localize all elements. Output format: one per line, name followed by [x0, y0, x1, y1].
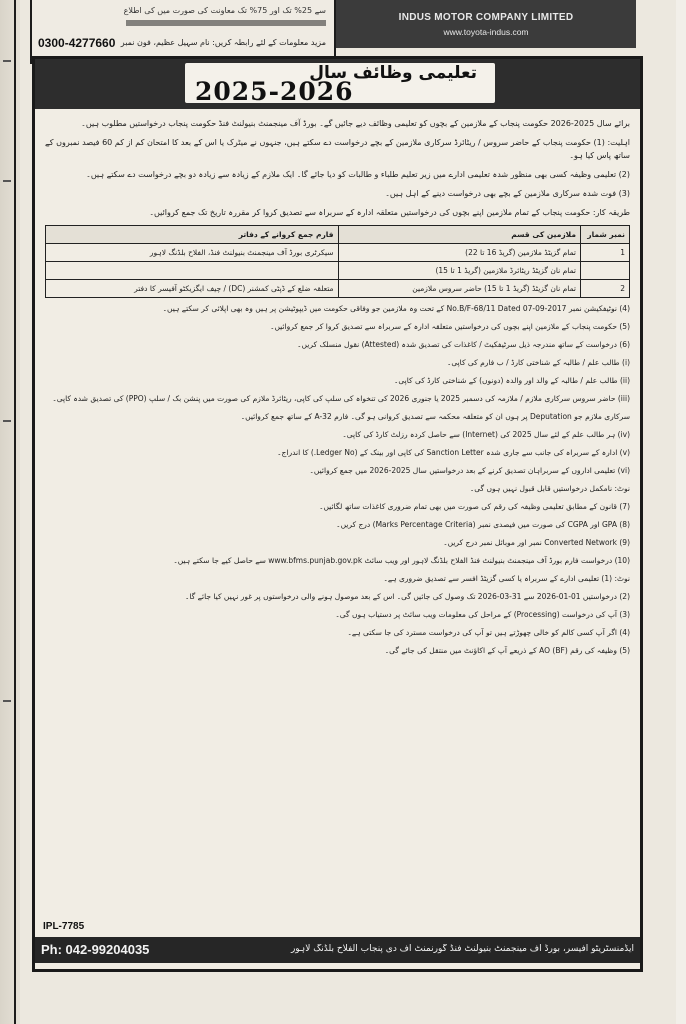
notice-paragraph: (3) آپ کی درخواست (Processing) کے مراحل کی معلومات ویب سائٹ پر دستیاب ہوں گی۔: [335, 610, 630, 619]
notice-paragraph: (5) وظیفہ کی رقم (BF) AO کے ذریعے آپ کے اکاؤنٹ میں منتقل کی جائے گی۔: [384, 646, 630, 655]
table-cell: متعلقہ ضلع کے ڈپٹی کمشنر (DC) / چیف ایگزیکٹو آفیسر کا دفتر: [46, 280, 339, 298]
notice-title-year: 2025-2026: [195, 77, 354, 106]
column-rule: [14, 0, 16, 1024]
notice-paragraph: (4) نوٹیفکیشن نمبر No.B/F-68/11 Dated 07-09-2017 کے تحت وہ ملازمین جو وفاقی حکومت میں ڈیپوٹیشن پر ہیں وہ بھی اپلائی کر سکتے ہیں۔: [162, 304, 630, 313]
notice-paragraph: (v) ادارہ کے سربراہ کی جانب سے جاری شدہ Sanction Letter کی کاپی اور بینک کے (Ledger No.) کا اندراج۔: [277, 448, 630, 457]
table-row: [46, 280, 630, 298]
notice-title-box: [185, 63, 495, 106]
notice-paragraph: (2) تعلیمی وظیفہ کسی بھی منظور شدہ تعلیمی ادارے میں زیر تعلیم طلباء و طالبات کو دیا جائے گا۔ ایک ملازم کے زیادہ سے زیادہ دو بچے درخواست دے سکتے ہیں۔: [86, 170, 630, 179]
notice-paragraph: (3) فوت شدہ سرکاری ملازمین کے بچے بھی درخواست دینے کے اہل ہیں۔: [385, 189, 630, 198]
notice-paragraph: (ii) طالب علم / طالبہ کے والد اور والدہ (دونوں) کے شناختی کارڈ کی کاپی۔: [394, 376, 630, 385]
notice-paragraph: نوٹ: (1) تعلیمی ادارے کے سربراہ یا کسی گزیٹڈ افسر سے تصدیق ضروری ہے۔: [383, 574, 630, 583]
table-header: ملازمین کی قسم: [338, 226, 580, 244]
table-cell: [581, 262, 630, 280]
notice-paragraph: اہلیت: (1) حکومت پنجاب کے حاضر سروس / ریٹائرڈ سرکاری ملازمین کے بچے درخواست دے سکتے ہیں، جنہوں نے میٹرک یا اس کے بعد کا امتحان کم از کم 60 فیصد نمبروں کے ساتھ پاس کیا ہو۔: [45, 138, 630, 160]
table-cell: 2: [581, 280, 630, 298]
notice-paragraph: (4) اگر آپ کسی کالم کو خالی چھوڑتے ہیں تو آپ کی درخواست مسترد کی جا سکتی ہے۔: [347, 628, 630, 637]
notice-paragraph: (5) حکومت پنجاب کے ملازمین اپنے بچوں کی درخواستیں متعلقہ ادارہ کے سربراہ سے تصدیق کروا کر جمع کروائیں۔: [270, 322, 630, 331]
notice-body: [45, 117, 630, 957]
notice-paragraph: (8) GPA اور CGPA کی صورت میں فیصدی نمبر (Marks Percentage Criteria) درج کریں۔: [336, 520, 630, 529]
ipl-number: IPL-7785: [43, 921, 85, 932]
notice-header: [35, 59, 640, 109]
notice-paragraph: (10) درخواست فارم بورڈ آف مینجمنٹ بنیولنٹ فنڈ الفلاح بلڈنگ لاہور اور ویب سائٹ www.bfms.punjab.gov.pk سے حاصل کیے جا سکتے ہیں۔: [173, 556, 630, 565]
table-row: [46, 244, 630, 262]
table-cell: تمام نان گزیٹڈ ریٹائرڈ ملازمین (گریڈ 1 تا 15): [338, 262, 580, 280]
notice-paragraph: طریقہ کار: حکومت پنجاب کے تمام ملازمین اپنے بچوں کی درخواستیں متعلقہ ادارہ کے سربراہ سے تصدیق کروا کر مقررہ تاریخ تک جمع کروائیں۔: [149, 208, 630, 217]
notice-paragraph: (9) Converted Network نمبر اور موبائل نمبر درج کریں۔: [443, 538, 630, 547]
notice-title-urdu: تعلیمی وظائف سال: [309, 63, 477, 83]
text-fragment: [3, 420, 11, 422]
notice-paragraph: (6) درخواست کے ساتھ مندرجہ ذیل سرٹیفکیٹ / کاغذات کی تصدیق شدہ (Attested) نقول منسلک کریں۔: [297, 340, 630, 349]
table-header: نمبر شمار: [581, 226, 630, 244]
footer-office-address: ایڈمنسٹریٹو آفیسر، بورڈ آف مینجمنٹ بنیولنٹ فنڈ گورنمنٹ آف دی پنجاب الفلاح بلڈنگ لاہور: [290, 944, 634, 954]
offices-table: [45, 225, 630, 298]
scholarship-notice: [32, 56, 643, 972]
table-cell: 1: [581, 244, 630, 262]
table-header: فارم جمع کروانے کے دفاتر: [46, 226, 339, 244]
table-cell: [46, 262, 339, 280]
text-fragment: [3, 60, 11, 62]
company-name: INDUS MOTOR COMPANY LIMITED: [398, 12, 574, 23]
notice-paragraph: (iv) ہر طالب علم کے لئے سال 2025 کی (Internet) سے حاصل کردہ رزلٹ کارڈ کی کاپی۔: [342, 430, 630, 439]
notice-paragraph: سرکاری ملازم جو Deputation پر ہوں ان کو متعلقہ محکمہ سے تصدیق کروانی ہو گی۔ فارم A-32 کے ساتھ جمع کروائیں۔: [240, 412, 630, 421]
table-header-row: [46, 226, 630, 244]
notice-paragraph: برائے سال 2025-2026 حکومت پنجاب کے ملازمین کے بچوں کو تعلیمی وظائف دیے جائیں گے۔ بورڈ آف مینجمنٹ بنیولنٹ فنڈ حکومت پنجاب درخواستیں مطلوب ہیں۔: [81, 119, 630, 128]
table-row: [46, 262, 630, 280]
table-cell: تمام نان گزیٹڈ (گریڈ 1 تا 15) حاضر سروس ملازمین: [338, 280, 580, 298]
top-left-advertisement: [30, 0, 336, 64]
notice-paragraph: نوٹ: نامکمل درخواستیں قابل قبول نہیں ہوں گی۔: [469, 484, 630, 493]
ad-phone-number: 0300-4277660: [38, 36, 116, 50]
notice-paragraph: (7) قانون کے مطابق تعلیمی وظیفہ کی رقم کی صورت میں بھی تمام ضروری کاغذات ساتھ لگائیں۔: [319, 502, 630, 511]
notice-paragraph: (vi) تعلیمی اداروں کے سربراہان تصدیق کرنے کے بعد درخواستیں سال 2025-2026 میں جمع کروائیں۔: [309, 466, 630, 475]
top-right-advertisement: [336, 0, 636, 48]
ad-text-line: [126, 20, 326, 26]
ad-note: سے 25% تک اور 75% تک معاونت کی صورت میں کی اطلاع: [123, 6, 326, 15]
notice-paragraph: (2) درخواستیں 01-01-2026 سے 31-03-2026 تک وصول کی جائیں گی۔ اس کے بعد موصول ہونے والی درخواستوں پر غور نہیں کیا جائے گا۔: [184, 592, 630, 601]
text-fragment: [3, 700, 11, 702]
notice-footer: [35, 937, 640, 963]
notice-paragraph: (i) طالب علم / طالبہ کے شناختی کارڈ / ب فارم کی کاپی۔: [446, 358, 630, 367]
footer-phone: Ph: 042-99204035: [41, 942, 150, 957]
table-cell: سیکرٹری بورڈ آف مینجمنٹ بنیولنٹ فنڈ، الفلاح بلڈنگ لاہور: [46, 244, 339, 262]
notice-paragraph: (iii) حاضر سروس سرکاری ملازم / ملازمہ کی دسمبر 2025 یا جنوری 2026 کی تنخواہ کی سلپ کی کاپی، ریٹائرڈ ملازم کی صورت میں پنشن بک / سلپ (PPO) کی تصدیق شدہ کاپی۔: [52, 394, 630, 403]
table-cell: تمام گزیٹڈ ملازمین (گریڈ 16 تا 22): [338, 244, 580, 262]
ad-contact-text: مزید معلومات کے لئے رابطہ کریں: نام سہیل عظیم، فون نمبر: [120, 38, 326, 47]
company-website: www.toyota-indus.com: [443, 27, 529, 37]
text-fragment: [3, 180, 11, 182]
